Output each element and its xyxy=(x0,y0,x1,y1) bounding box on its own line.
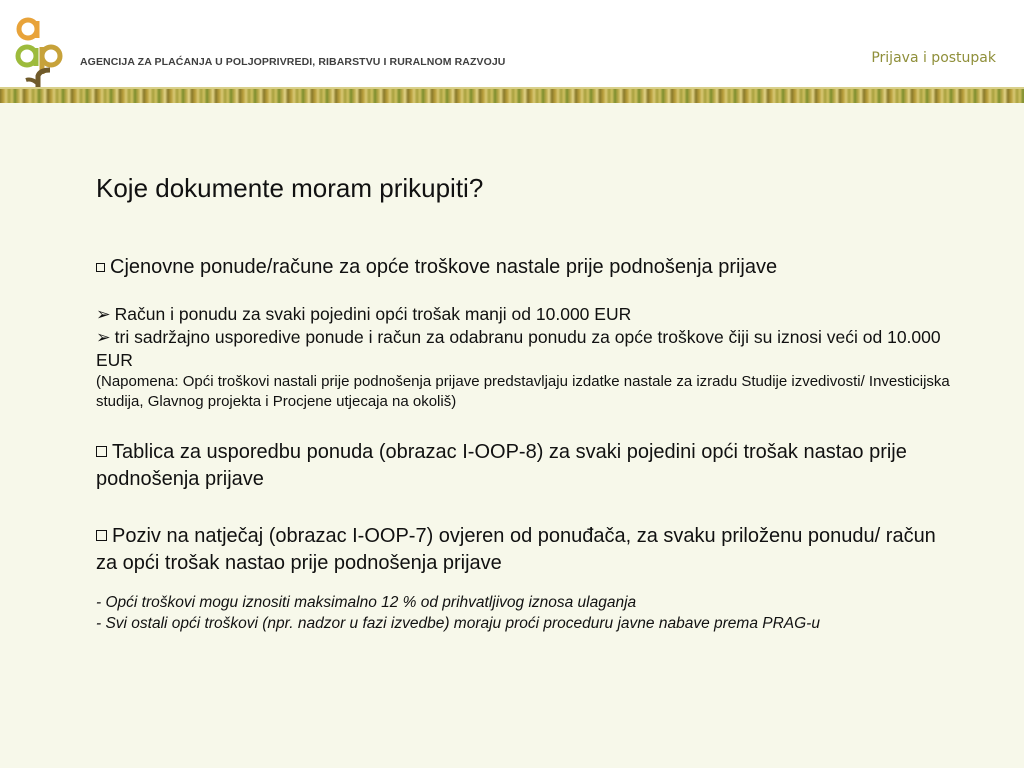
note-text: (Napomena: Opći troškovi nastali prije podnošenja prijave predstavljaju izdatke nastale za izradu Studije izvedivosti/ Investicijska studija, Glavnog projekta i Procjene utjecaja na okoliš) xyxy=(96,373,950,410)
list-item-text: Tablica za usporedbu ponuda (obrazac I-OOP-8) za svaki pojedini opći trošak nastao prije podnošenja prijave xyxy=(96,441,907,490)
arrow-right-icon: ➢ xyxy=(96,304,111,324)
sub-list-item-text: tri sadržajno usporedive ponude i račun za odabranu ponudu za opće troškove čiji su iznosi veći od 10.000 EUR xyxy=(96,327,941,370)
arrow-right-icon: ➢ xyxy=(96,327,111,347)
section-title: Prijava i postupak xyxy=(871,50,996,66)
header xyxy=(0,0,1024,105)
sub-list-item-text: Račun i ponudu za svaki pojedini opći trošak manji od 10.000 EUR xyxy=(114,304,632,324)
list-item xyxy=(96,439,956,493)
checkbox-icon xyxy=(96,446,107,457)
list-item xyxy=(96,523,956,577)
checkbox-icon xyxy=(96,263,105,272)
footnote: - Svi ostali opći troškovi (npr. nadzor u fazi izvedbe) moraju proći proceduru javne nabave prema PRAG-u xyxy=(96,615,820,632)
checkbox-icon xyxy=(96,530,107,541)
footnote: - Opći troškovi mogu iznositi maksimalno 12 % od prihvatljivog iznosa ulaganja xyxy=(96,594,637,611)
list-item-text: Poziv na natječaj (obrazac I-OOP-7) ovjeren od ponuđača, za svaku priloženu ponudu/ račun za opći trošak nastao prije podnošenja prijave xyxy=(96,525,936,574)
sub-list-item xyxy=(96,326,956,372)
sub-list-item xyxy=(96,303,956,326)
slide-content xyxy=(96,172,956,634)
list-item xyxy=(96,254,956,281)
agency-name: AGENCIJA ZA PLAĆANJA U POLJOPRIVREDI, RIBARSTVU I RURALNOM RAZVOJU xyxy=(80,56,506,68)
decorative-stripe xyxy=(0,89,1024,103)
list-item-text: Cjenovne ponude/račune za opće troškove nastale prije podnošenja prijave xyxy=(110,256,778,278)
slide-heading: Koje dokumente moram prikupiti? xyxy=(96,173,484,203)
